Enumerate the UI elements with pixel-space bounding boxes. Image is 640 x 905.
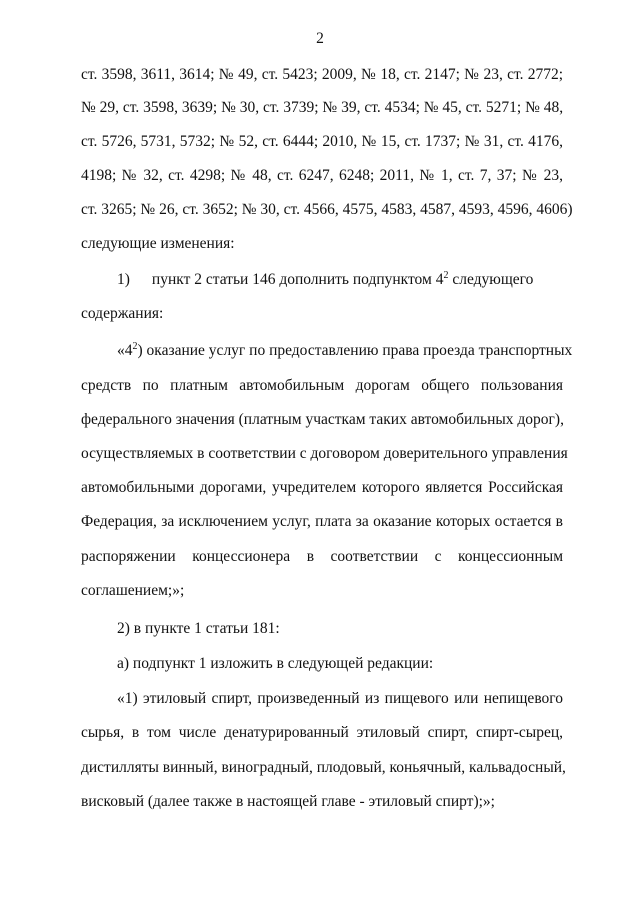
text-line: висковый (далее также в настоящей главе - этиловый спирт);»; — [81, 793, 495, 810]
text-line: средств по платным автомобильным дорогам общего пользования — [81, 377, 563, 394]
text-line: сырья, в том числе денатурированный этиловый спирт, спирт-сырец, — [81, 724, 563, 741]
item-1-text: пункт 2 статьи 146 дополнить подпунктом 4 — [151, 271, 444, 288]
item-2: 2) в пункте 1 статьи 181: — [117, 620, 280, 637]
text-line: распоряжении концессионера в соответствии с концессионным — [81, 548, 563, 565]
item-1-number: 1) — [117, 271, 130, 288]
text-line: дистилляты винный, виноградный, плодовый, коньячный, кальвадосный, — [81, 759, 566, 776]
sub-item-a: а) подпункт 1 изложить в следующей редакции: — [117, 655, 434, 672]
text-line: осуществляемых в соответствии с договором доверительного управления — [81, 445, 568, 462]
text-line: ст. 5726, 5731, 5732; № 52, ст. 6444; 2010, № 15, ст. 1737; № 31, ст. 4176, — [81, 133, 563, 150]
quote-first-line: «$4^2$) оказание услуг по предоставлению права проезда транспортных — [117, 341, 573, 359]
page-number: 2 — [316, 30, 324, 47]
text-line: № 29, ст. 3598, 3639; № 30, ст. 3739; № 39, ст. 4534; № 45, ст. 5271; № 48, — [81, 99, 564, 116]
text-line: «1) этиловый спирт, произведенный из пищевого или непищевого — [117, 690, 563, 707]
text-line: следующие изменения: — [81, 235, 235, 252]
superscript: 2 — [443, 270, 449, 281]
text-line: ст. 3598, 3611, 3614; № 49, ст. 5423; 2009, № 18, ст. 2147; № 23, ст. 2772; — [81, 66, 563, 83]
text-line: содержания: — [81, 305, 164, 322]
text-line: автомобильными дорогами, учредителем которого является Российская — [81, 479, 563, 496]
text-line: соглашением;»; — [81, 582, 185, 599]
item-1-tail: следующего — [448, 271, 534, 288]
text-line: Федерация, за исключением услуг, плата за оказание которых остается в — [81, 513, 563, 530]
superscript: 2 — [132, 341, 138, 352]
text-line: федерального значения (платным участкам таких автомобильных дорог), — [81, 411, 564, 428]
item-1 — [117, 271, 563, 289]
text-line: 4198; № 32, ст. 4298; № 48, ст. 6247, 6248; 2011, № 1, ст. 7, 37; № 23, — [81, 167, 563, 184]
text-line: ст. 3265; № 26, ст. 3652; № 30, ст. 4566, 4575, 4583, 4587, 4593, 4596, 4606) — [81, 201, 573, 218]
